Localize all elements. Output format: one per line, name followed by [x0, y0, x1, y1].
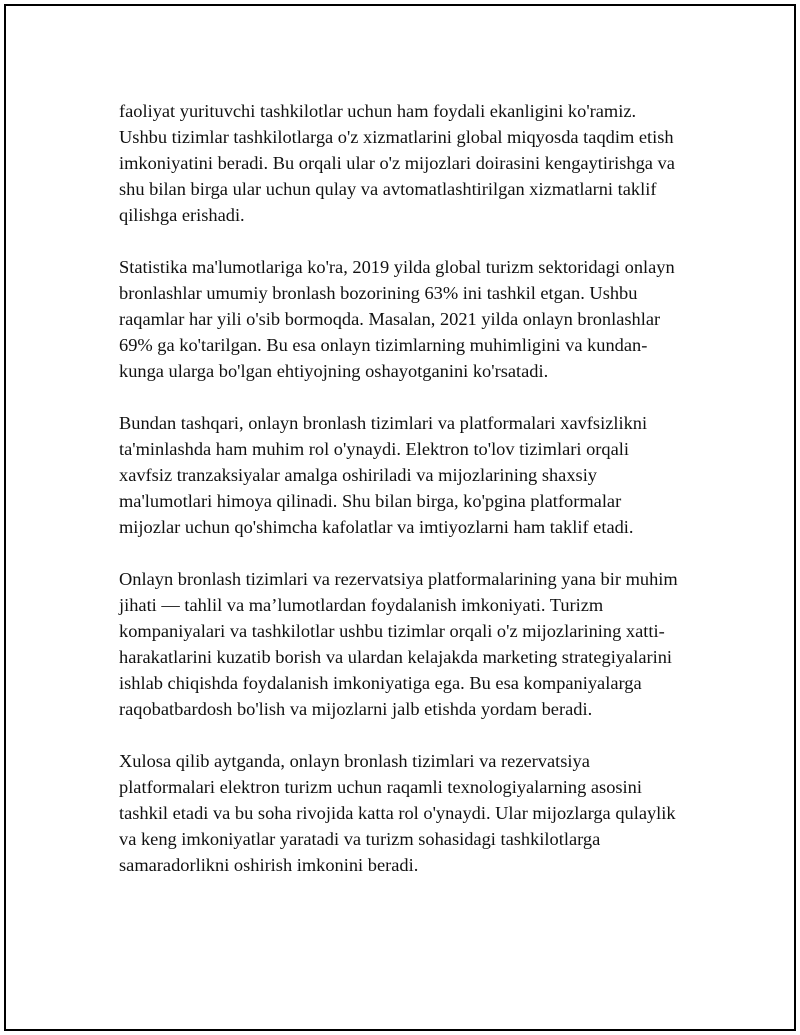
paragraph — [119, 410, 689, 540]
text-line: kunga ularga bo'lgan ehtiyojning oshayotganini ko'rsatadi. — [119, 361, 549, 381]
text-line: imkoniyatini beradi. Bu orqali ular o'z mijozlari doirasini kengaytirishga va — [119, 153, 675, 173]
text-line: ishlab chiqishda foydalanish imkoniyatiga ega. Bu esa kompaniyalarga — [119, 673, 642, 693]
paragraph — [119, 254, 689, 384]
text-line: raqamlar har yili o'sib bormoqda. Masalan, 2021 yilda onlayn bronlashlar — [119, 309, 661, 329]
document-body — [119, 98, 689, 904]
page-frame — [4, 4, 796, 1031]
text-line: harakatlarini kuzatib borish va ulardan kelajakda marketing strategiyalarini — [119, 647, 673, 667]
text-line: platformalari elektron turizm uchun raqamli texnologiyalarning asosini — [119, 777, 642, 797]
text-line: tashkil etadi va bu soha rivojida katta rol o'ynaydi. Ular mijozlarga qulaylik — [119, 803, 676, 823]
paragraph — [119, 566, 689, 722]
text-line: kompaniyalari va tashkilotlar ushbu tizimlar orqali o'z mijozlarining xatti- — [119, 621, 665, 641]
text-line: mijozlar uchun qo'shimcha kafolatlar va imtiyozlarni ham taklif etadi. — [119, 517, 634, 537]
paragraph — [119, 98, 689, 228]
text-line: Onlayn bronlash tizimlari va rezervatsiya platformalarining yana bir muhim — [119, 569, 678, 589]
text-line: 69% ga ko'tarilgan. Bu esa onlayn tizimlarning muhimligini va kundan- — [119, 335, 648, 355]
text-line: Bundan tashqari, onlayn bronlash tizimlari va platformalari xavfsizlikni — [119, 413, 648, 433]
text-line: ta'minlashda ham muhim rol o'ynaydi. Elektron to'lov tizimlari orqali — [119, 439, 629, 459]
text-line: faoliyat yurituvchi tashkilotlar uchun ham foydali ekanligini ko'ramiz. — [119, 101, 637, 121]
paragraph — [119, 748, 689, 878]
text-line: bronlashlar umumiy bronlash bozorining 63% ini tashkil etgan. Ushbu — [119, 283, 638, 303]
text-line: Xulosa qilib aytganda, onlayn bronlash tizimlari va rezervatsiya — [119, 751, 590, 771]
text-line: va keng imkoniyatlar yaratadi va turizm sohasidagi tashkilotlarga — [119, 829, 601, 849]
text-line: jihati — tahlil va ma’lumotlardan foydalanish imkoniyati. Turizm — [119, 595, 604, 615]
text-line: Statistika ma'lumotlariga ko'ra, 2019 yilda global turizm sektoridagi onlayn — [119, 257, 675, 277]
text-line: raqobatbardosh bo'lish va mijozlarni jalb etishda yordam beradi. — [119, 699, 593, 719]
text-line: samaradorlikni oshirish imkonini beradi. — [119, 855, 419, 875]
text-line: shu bilan birga ular uchun qulay va avtomatlashtirilgan xizmatlarni taklif — [119, 179, 657, 199]
text-line: ma'lumotlari himoya qilinadi. Shu bilan birga, ko'pgina platformalar — [119, 491, 622, 511]
text-line: Ushbu tizimlar tashkilotlarga o'z xizmatlarini global miqyosda taqdim etish — [119, 127, 674, 147]
text-line: qilishga erishadi. — [119, 205, 245, 225]
text-line: xavfsiz tranzaksiyalar amalga oshiriladi va mijozlarining shaxsiy — [119, 465, 598, 485]
